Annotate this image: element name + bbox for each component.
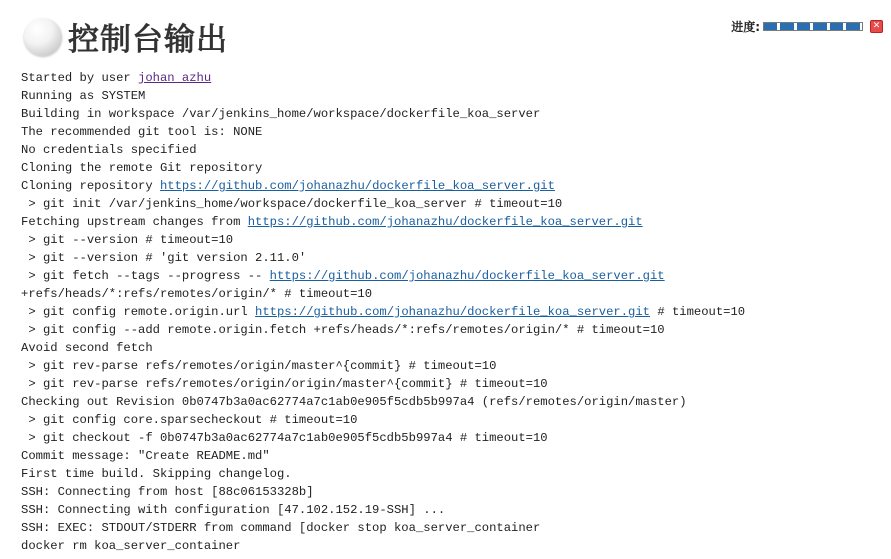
console-text: Cloning repository: [21, 179, 160, 193]
console-line: [21, 339, 891, 357]
console-text: Started by user: [21, 71, 139, 85]
console-line: [21, 303, 891, 321]
console-line: [21, 357, 891, 375]
console-line: [21, 105, 891, 123]
console-text: Commit message: "Create README.md": [21, 449, 270, 463]
console-line: [21, 447, 891, 465]
build-status-ball-icon: [24, 18, 62, 56]
console-text: The recommended git tool is: NONE: [21, 125, 263, 139]
console-line: [21, 429, 891, 447]
repo-url-link[interactable]: https://github.com/johanazhu/dockerfile_koa_server.git: [159, 179, 555, 193]
progress-label: 进度:: [731, 20, 760, 34]
console-line: [21, 519, 891, 537]
console-text: > git rev-parse refs/remotes/origin/origin/master^{commit} # timeout=10: [21, 377, 548, 391]
console-line: [21, 123, 891, 141]
console-text: SSH: EXEC: STDOUT/STDERR from command [docker stop koa_server_container: [21, 521, 541, 535]
console-text: > git config remote.origin.url: [21, 305, 256, 319]
console-line: [21, 411, 891, 429]
console-line: [21, 231, 891, 249]
page-title: 控制台输出: [68, 22, 228, 58]
console-line: [21, 465, 891, 483]
console-line: [21, 483, 891, 501]
console-text: > git --version # timeout=10: [21, 233, 234, 247]
console-text: # timeout=10: [650, 305, 746, 319]
console-text: First time build. Skipping changelog.: [21, 467, 292, 481]
console-line: [21, 321, 891, 339]
console-output: [21, 69, 891, 555]
console-line: [21, 393, 891, 411]
user-link[interactable]: johan azhu: [138, 71, 212, 85]
console-line: [21, 501, 891, 519]
console-text: > git init /var/jenkins_home/workspace/dockerfile_koa_server # timeout=10: [21, 197, 563, 211]
console-text: Building in workspace /var/jenkins_home/workspace/dockerfile_koa_server: [21, 107, 541, 121]
console-text: SSH: Connecting with configuration [47.102.152.19-SSH] ...: [21, 503, 446, 517]
console-text: > git --version # 'git version 2.11.0': [21, 251, 307, 265]
console-line: [21, 537, 891, 555]
console-text: > git rev-parse refs/remotes/origin/master^{commit} # timeout=10: [21, 359, 497, 373]
console-line: [21, 159, 891, 177]
console-line: [21, 195, 891, 213]
stop-build-button[interactable]: ✕: [870, 20, 883, 33]
console-text: +refs/heads/*:refs/remotes/origin/* # timeout=10: [21, 287, 373, 301]
console-text: > git fetch --tags --progress --: [21, 269, 270, 283]
console-text: Running as SYSTEM: [21, 89, 146, 103]
console-text: docker rm koa_server_container: [21, 539, 241, 553]
console-text: > git config --add remote.origin.fetch +refs/heads/*:refs/remotes/origin/* # timeout=10: [21, 323, 665, 337]
repo-url-link[interactable]: https://github.com/johanazhu/dockerfile_koa_server.git: [247, 215, 643, 229]
console-line: [21, 267, 891, 285]
console-line: [21, 285, 891, 303]
console-line: [21, 249, 891, 267]
console-text: > git checkout -f 0b0747b3a0ac62774a7c1ab0e905f5cdb5b997a4 # timeout=10: [21, 431, 548, 445]
console-line: [21, 375, 891, 393]
console-line: [21, 177, 891, 195]
console-line: [21, 69, 891, 87]
console-text: > git config core.sparsecheckout # timeout=10: [21, 413, 358, 427]
progress-bar: [763, 22, 863, 31]
console-text: SSH: Connecting from host [88c06153328b]: [21, 485, 314, 499]
console-text: Fetching upstream changes from: [21, 215, 248, 229]
console-text: Checking out Revision 0b0747b3a0ac62774a7c1ab0e905f5cdb5b997a4 (refs/remotes/origin/master): [21, 395, 687, 409]
console-text: No credentials specified: [21, 143, 197, 157]
console-line: [21, 213, 891, 231]
console-text: Avoid second fetch: [21, 341, 153, 355]
repo-url-link[interactable]: https://github.com/johanazhu/dockerfile_koa_server.git: [269, 269, 665, 283]
console-line: [21, 87, 891, 105]
console-text: Cloning the remote Git repository: [21, 161, 263, 175]
page-header: [24, 14, 228, 59]
repo-url-link[interactable]: https://github.com/johanazhu/dockerfile_koa_server.git: [255, 305, 650, 319]
console-line: [21, 141, 891, 159]
progress-area: [731, 18, 883, 35]
